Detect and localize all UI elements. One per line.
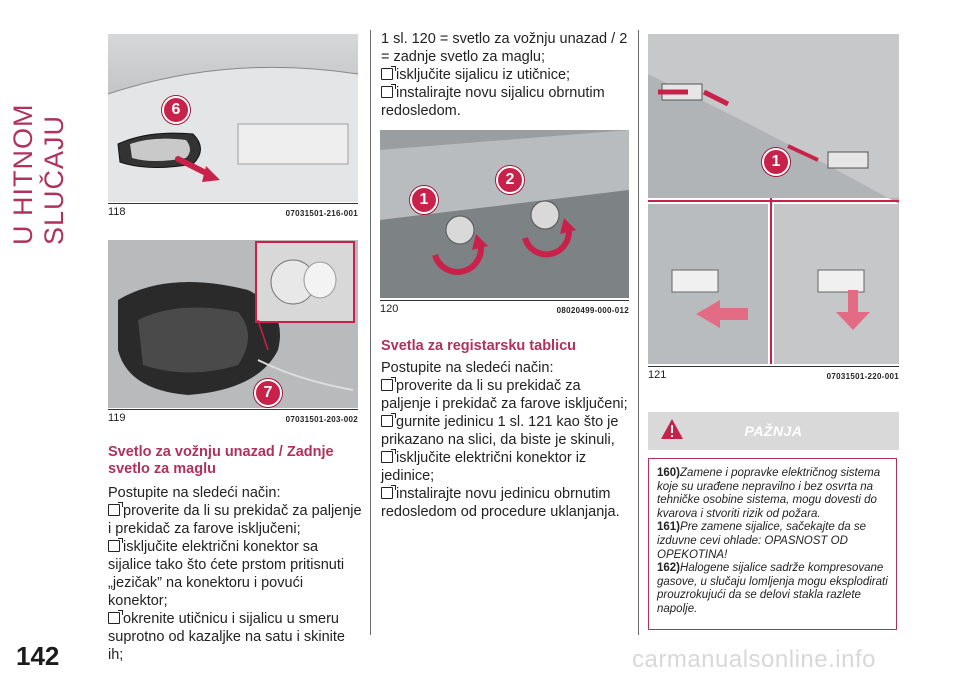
intro-text: Postupite na sledeći način: — [381, 360, 554, 376]
step-text: proverite da li su prekidač za paljenje i prekidač za farove isključeni; — [108, 503, 362, 537]
step-text: isključite sijalicu iz utičnice; — [396, 67, 571, 83]
warning-box — [648, 458, 897, 630]
checkbox-bullet-icon — [108, 540, 120, 552]
step-item — [108, 502, 363, 538]
figure-120-image — [380, 130, 629, 298]
checkbox-bullet-icon — [381, 379, 393, 391]
watermark-text: carmanualsonline.info — [632, 646, 876, 673]
step-item — [381, 84, 631, 120]
checkbox-bullet-icon — [381, 451, 393, 463]
section-license-plate-lights — [381, 338, 633, 521]
figure-code: 08020499-000-012 — [556, 306, 629, 315]
figure-number: 121 — [648, 369, 667, 381]
warning-item-text: Pre zamene sijalice, sačekajte da se izduvne cevi ohlade: OPASNOST OD OPEKOTINA! — [657, 521, 867, 561]
figure-number: 120 — [380, 303, 399, 315]
callout-1: 1 — [410, 186, 438, 214]
callout-1: 1 — [762, 148, 790, 176]
step-text: instalirajte novu jedinicu obrnutim redosledom od procedure uklanjanja. — [381, 486, 620, 520]
figure-119-image — [108, 240, 358, 408]
figure-121-image — [648, 34, 899, 364]
car-rear-illustration — [108, 34, 358, 202]
column2-continued-steps — [381, 30, 631, 120]
checkbox-bullet-icon — [381, 487, 393, 499]
figure-code: 07031501-220-001 — [826, 372, 899, 381]
intro-text: Postupite na sledeći način: — [108, 485, 281, 501]
warning-item-number: 161) — [657, 521, 681, 534]
callout-6: 6 — [162, 96, 190, 124]
section-heading: Svetla za registarsku tablicu — [381, 338, 577, 354]
checkbox-bullet-icon — [381, 86, 393, 98]
figure-number: 118 — [108, 206, 126, 218]
step-item — [381, 66, 631, 84]
warning-title: PAŽNJA — [744, 423, 803, 439]
callout-7: 7 — [254, 379, 282, 407]
figure-number: 119 — [108, 412, 126, 424]
step-item — [108, 538, 363, 610]
figure-code: 07031501-216-001 — [285, 209, 358, 218]
step-text: gurnite jedinicu 1 sl. 121 kao što je prikazano na slici, da biste je skinuli, — [381, 414, 619, 448]
step-item — [381, 377, 633, 413]
step-text: proverite da li su prekidač za paljenje i prekidač za farove isključeni; — [381, 378, 628, 412]
warning-header — [648, 412, 899, 450]
figure-118-image — [108, 34, 358, 202]
column-divider — [370, 30, 371, 635]
tail-lamp-rear-illustration — [108, 240, 358, 408]
figure-121-caption — [648, 366, 899, 381]
figure-120-caption — [380, 300, 629, 315]
warning-item-number: 160) — [657, 467, 681, 479]
figure-code: 07031501-203-002 — [285, 415, 358, 424]
figure-legend-text: 1 sl. 120 = svetlo za vožnju unazad / 2 = zadnje svetlo za maglu; — [381, 31, 628, 65]
section-heading: Svetlo za vožnju unazad / Zadnje svetlo za maglu — [108, 444, 334, 477]
step-text: okrenite utičnicu i sijalicu u smeru suprotno od kazaljke na satu i skinite ih; — [108, 611, 345, 663]
section-reverse-fog-light — [108, 444, 363, 664]
bulb-sockets-illustration — [380, 130, 629, 298]
step-item — [381, 485, 633, 521]
figure-118-caption — [108, 203, 358, 218]
warning-triangle-icon — [660, 418, 684, 440]
section-side-title: U HITNOM SLUČAJU — [8, 103, 69, 245]
checkbox-bullet-icon — [381, 68, 393, 80]
callout-2: 2 — [496, 166, 524, 194]
page-number: 142 — [16, 641, 60, 671]
checkbox-bullet-icon — [108, 504, 120, 516]
warning-item-number: 162) — [657, 562, 681, 575]
checkbox-bullet-icon — [108, 612, 120, 624]
warning-item-text: Zamene i popravke električnog sistema koje su urađene nepravilno i bez osvrta na tehničke osobine sistema, mogu dovesti do kvarova i stvoriti rizik od požara. — [657, 467, 881, 520]
checkbox-bullet-icon — [381, 415, 393, 427]
step-item — [108, 610, 363, 664]
step-item — [381, 413, 633, 449]
step-item — [381, 449, 633, 485]
warning-item — [657, 562, 888, 616]
column-divider — [638, 30, 639, 635]
warning-item-text: Halogene sijalice sadrže kompresovane gasove, u slučaju lomljenja mogu eksplodirati prouzrokujući da se delovi stakla razlete napolje. — [657, 562, 888, 615]
step-text: isključite električni konektor iz jedinice; — [381, 450, 587, 484]
step-text: instalirajte novu sijalicu obrnutim redosledom. — [381, 85, 605, 119]
warning-item — [657, 521, 888, 562]
license-plate-light-illustration — [648, 34, 899, 364]
step-text: isključite električni konektor sa sijalice tako što ćete prstom pritisnuti „jezičak” na konektoru i povući konektor; — [108, 539, 345, 609]
figure-119-caption — [108, 409, 358, 424]
warning-item — [657, 467, 888, 521]
